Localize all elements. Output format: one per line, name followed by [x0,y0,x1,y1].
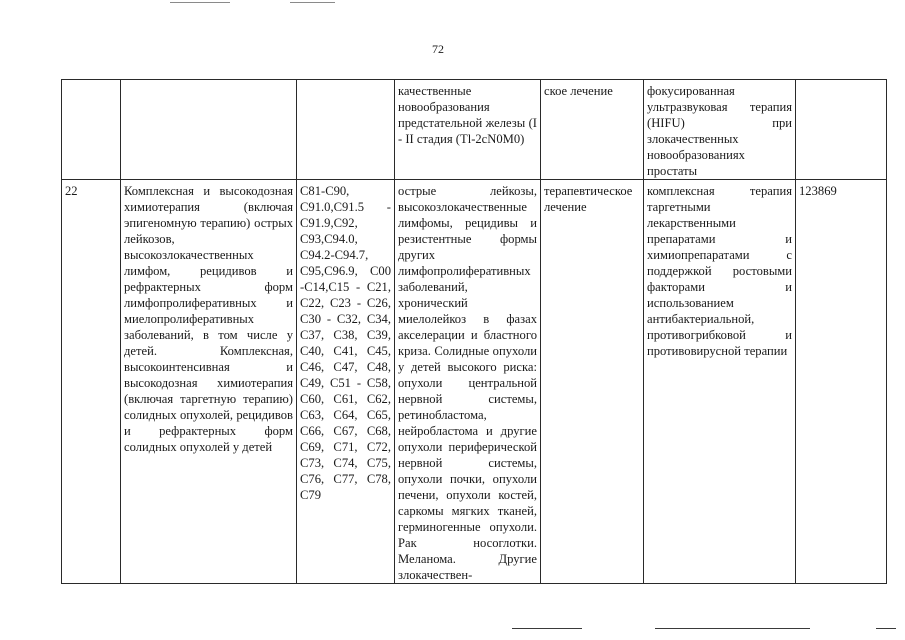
cell-price [796,80,887,180]
cell-price: 123869 [796,180,887,584]
scan-artifact-mark [170,2,230,3]
cell-treatment-method: комплексная терапия таргетными лекарственными препаратами и химиопрепаратами с поддержкой ростовыми факторами и использованием антибактериальной, противогрибковой и противовирусной терапии [644,180,796,584]
services-table [61,79,887,584]
signature-line [876,628,896,629]
cell-treatment-type: ское лечение [541,80,644,180]
cell-icd-codes [297,80,395,180]
cell-treatment-type: терапевтическое лечение [541,180,644,584]
signature-line [512,628,582,629]
cell-service-name: Комплексная и высокодозная химиотерапия (включая эпигеномную терапию) острых лейкозов, высокозлокачественных лимфом, рецидивов и рефрактерных форм лимфопролиферативных и миелопролиферативных заболеваний, в том числе у детей. Комплексная, высокоинтенсивная и высокодозная химиотерапия (включая таргетную терапию) солидных опухолей, рецидивов и рефрактерных форм солидных опухолей у детей [121,180,297,584]
cell-patient-model: острые лейкозы, высокозлокачественные лимфомы, рецидивы и резистентные формы других лимфопролиферативных заболеваний, хронический миелолейкоз в фазах акселерации и бластного криза. Солидные опухоли у детей высокого риска: опухоли центральной нервной системы, ретинобластома, нейробластома и другие опухоли периферической нервной системы, опухоли почки, опухоли печени, опухоли костей, саркомы мягких тканей, герминогенные опухоли. Рак носоглотки. Меланома. Другие злокачествен- [395,180,541,584]
cell-service-name [121,80,297,180]
table-row-continuation [62,80,887,180]
scan-artifact-mark [290,2,335,3]
cell-patient-model: качественные новообразования предстательной железы (I - II стадия (Tl-2cN0M0) [395,80,541,180]
cell-icd-codes: С81-С90, С91.0,С91.5 - С91.9,С92, С93,С94.0, С94.2-С94.7, С95,С96.9, С00 -С14,С15 - С21, С22, С23 - С26, С30 - С32, С34, С37, С38, С39, С40, С41, С45, С46, С47, С48, С49, С51 - С58, С60, С61, С62, С63, С64, С65, С66, С67, С68, С69, С71, С72, С73, С74, С75, С76, С77, С78, С79 [297,180,395,584]
cell-number: 22 [62,180,121,584]
page-number: 72 [432,42,444,56]
cell-treatment-method: фокусированная ультразвуковая терапия (HIFU) при злокачественных новообразованиях простаты [644,80,796,180]
cell-number [62,80,121,180]
signature-line [655,628,810,629]
table-row-22 [62,180,887,584]
